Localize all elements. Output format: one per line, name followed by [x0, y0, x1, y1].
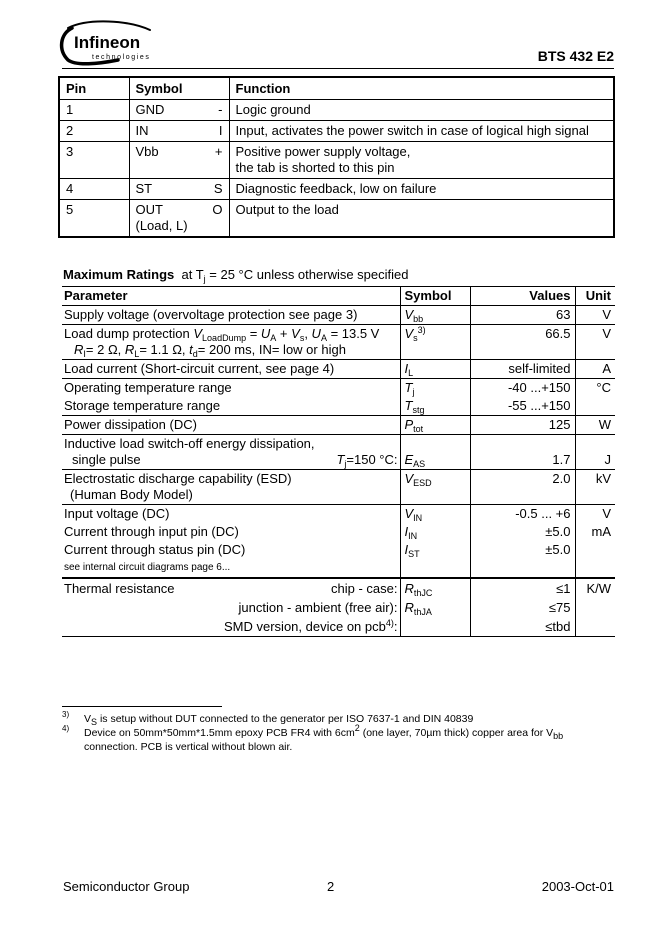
param-ist: Current through status pin (DC): [64, 542, 246, 557]
unit-optemp: °C: [575, 379, 615, 398]
symbol-rthja: $R_{thJA}$: [400, 598, 470, 617]
footnote-3: $^{3)}$ $V_S$ is setup without DUT connected to the generator per ISO 7637-1 and DIN 40839: [62, 710, 474, 727]
symbol-inductive: $E_{AS}$: [400, 435, 470, 470]
param-inductive: Inductive load switch-off energy dissipation, single pulse $T_j=150$ °C:: [62, 435, 400, 470]
pin-number: 3: [59, 142, 129, 179]
table-row: [62, 435, 615, 470]
value-vin: -0.5 ... +6: [470, 505, 575, 524]
symbol-optemp: $T_j$: [400, 379, 470, 398]
ratings-header-row: [62, 287, 615, 306]
value-optemp: -40 ...+150: [470, 379, 575, 398]
table-row: [62, 416, 615, 435]
symbol-smd: [400, 617, 470, 637]
value-ist: ±5.0: [470, 541, 575, 559]
value-iin: ±5.0: [470, 523, 575, 541]
param-stgtemp: Storage temperature range: [62, 397, 400, 416]
table-row: [62, 523, 615, 541]
table-row: [59, 142, 614, 179]
param-optemp: Operating temperature range: [64, 380, 232, 395]
unit-rthja: [575, 598, 615, 617]
unit-inductive: J: [575, 435, 615, 470]
value-supply: 63: [470, 306, 575, 325]
max-ratings-title: Maximum Ratings at $T_j = 25$ °C unless otherwise specified: [63, 267, 409, 284]
unit-loaddump: V: [575, 325, 615, 360]
document-title: BTS 432 E2: [537, 48, 614, 64]
function-header: Function: [229, 77, 614, 100]
param-thermal: Thermal resistance chip - case:: [62, 579, 400, 599]
value-rthjc: ≤1: [470, 579, 575, 599]
symbol-rthjc: $R_{thJC}$: [400, 579, 470, 599]
table-row: [62, 360, 615, 379]
symbol-loadcurrent: $I_L$: [400, 360, 470, 379]
page-number: 2: [327, 879, 335, 894]
table-row: [62, 541, 615, 559]
pin-number: 4: [59, 179, 129, 200]
table-row: [62, 579, 615, 599]
footer-company: Semiconductor Group: [63, 879, 190, 894]
values-header: Values: [470, 287, 575, 306]
table-row: [59, 121, 614, 142]
table-row: [62, 505, 615, 524]
symbol-header: Symbol: [129, 77, 229, 100]
table-row: [62, 470, 615, 505]
circuit-note: see internal circuit diagrams page 6...: [62, 559, 400, 578]
param-loadcurrent: Load current (Short-circuit current, see page 4): [62, 360, 400, 379]
header-rule: [62, 68, 614, 69]
param-supply: Supply voltage (overvoltage protection see page 3): [62, 306, 400, 325]
symbol-stgtemp: $T_{stg}$: [400, 397, 470, 416]
table-row: [59, 179, 614, 200]
symbol-loaddump: $V_s^{3)}$: [400, 325, 470, 360]
pin-function: Logic ground: [229, 100, 614, 121]
param-iin: Current through input pin (DC): [64, 524, 239, 539]
table-row: [62, 617, 615, 637]
unit-stgtemp: [575, 397, 615, 416]
symbol-iin: $I_{IN}$: [400, 523, 470, 541]
symbol-power: $P_{tot}$: [400, 416, 470, 435]
value-esd: 2.0: [470, 470, 575, 505]
unit-header: Unit: [575, 287, 615, 306]
value-stgtemp: -55 ...+150: [470, 397, 575, 416]
unit-esd: kV: [575, 470, 615, 505]
unit-smd: [575, 617, 615, 637]
pin-function: Output to the load: [229, 200, 614, 238]
unit-rthjc: K/W: [575, 579, 615, 599]
symbol-supply: $V_{bb}$: [400, 306, 470, 325]
table-row: [59, 100, 614, 121]
thermal-table: [62, 578, 615, 637]
footnotes: [62, 712, 622, 754]
value-loaddump: 66.5: [470, 325, 575, 360]
pin-table-header: [59, 77, 614, 100]
pin-number: 1: [59, 100, 129, 121]
pin-symbol: GND -: [129, 100, 229, 121]
unit-iin: mA: [575, 523, 615, 541]
unit-loadcurrent: A: [575, 360, 615, 379]
symbol-ist: $I_{ST}$: [400, 541, 470, 559]
pin-number: 2: [59, 121, 129, 142]
infineon-logo: [58, 20, 162, 66]
symbol-vin: $V_{IN}$: [400, 505, 470, 524]
unit-vin: V: [575, 505, 615, 524]
pin-function: Positive power supply voltage, the tab is shorted to this pin: [229, 142, 614, 179]
table-row: [62, 306, 615, 325]
table-row: [62, 397, 615, 416]
pin-function: Diagnostic feedback, low on failure: [229, 179, 614, 200]
param-vin: Input voltage (DC): [64, 506, 170, 521]
pin-function: Input, activates the power switch in case of logical high signal: [229, 121, 614, 142]
svg-text:technologies: technologies: [92, 54, 151, 61]
parameter-header: Parameter: [62, 287, 400, 306]
cond-rthja: junction - ambient (free air):: [238, 600, 398, 615]
footnote-4: $^{4)}$ Device on 50mm*50mm*1.5mm epoxy PCB FR4 with $6cm^2$ (one layer, 70µm thick) copper area for $V_{bb}$ connection. PCB is vertical without blown air.: [62, 723, 564, 753]
pin-symbol: IN I: [129, 121, 229, 142]
value-smd: ≤tbd: [470, 617, 575, 637]
pin-table: [58, 76, 615, 238]
value-loadcurrent: self-limited: [470, 360, 575, 379]
pin-symbol: Vbb +: [129, 142, 229, 179]
table-row: [62, 598, 615, 617]
unit-power: W: [575, 416, 615, 435]
param-esd: Electrostatic discharge capability (ESD) (Human Body Model): [62, 470, 400, 505]
footnote-rule: [62, 706, 222, 707]
symbol-header: Symbol: [400, 287, 470, 306]
max-ratings-table: [62, 286, 615, 578]
unit-ist: [575, 541, 615, 559]
pin-symbol: OUT O (Load, L): [129, 200, 229, 238]
param-power: Power dissipation (DC): [62, 416, 400, 435]
cond-smd: SMD version, device on pcb$^{4)}$:: [62, 617, 400, 637]
value-rthja: ≤75: [470, 598, 575, 617]
unit-supply: V: [575, 306, 615, 325]
table-row: [62, 325, 615, 360]
param-loaddump: Load dump protection $V_{LoadDump} = U_A + V_s$, $U_A = 13.5$ V $R_I= 2$ Ω, $R_L= 1.1$ Ω, $t_d= 200$ ms, IN= low or high: [62, 325, 400, 360]
svg-text:Infineon: Infineon: [74, 33, 141, 52]
pin-header: Pin: [59, 77, 129, 100]
table-row: [62, 559, 615, 578]
pin-number: 5: [59, 200, 129, 238]
value-power: 125: [470, 416, 575, 435]
table-row: [62, 379, 615, 398]
symbol-esd: $V_{ESD}$: [400, 470, 470, 505]
footer-date: 2003-Oct-01: [541, 879, 614, 894]
value-inductive: 1.7: [470, 435, 575, 470]
table-row: [59, 200, 614, 238]
pin-symbol: ST S: [129, 179, 229, 200]
